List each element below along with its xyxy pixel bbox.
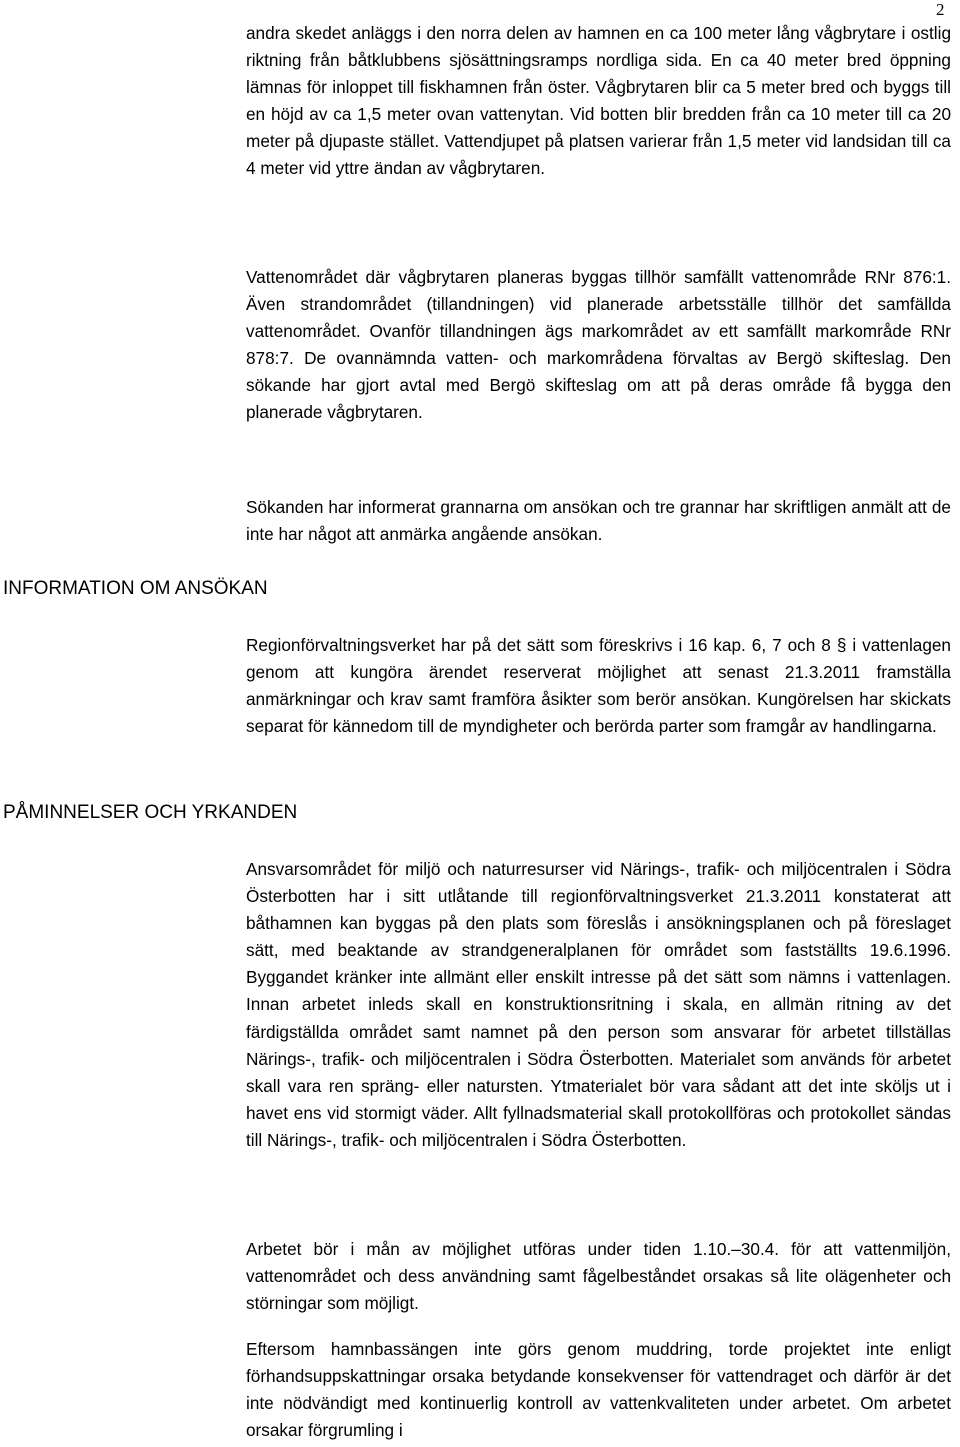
paragraph-work-period: Arbetet bör i mån av möjlighet utföras under tiden 1.10.–30.4. för att vattenmiljön, vattenområdet och dess användning samt fågelbeståndet orsakas så lite olägenheter och störningar som möjligt.	[246, 1239, 951, 1314]
paragraph-no-dredging: Eftersom hamnbassängen inte görs genom muddring, torde projektet inte enligt förhandsuppskattningar orsaka betydande konsekvenser för vattendraget och därför är det inte nödvändigt med kontinuerlig kontroll av vattenkvaliteten under arbetet. Om arbetet orsakar förgrumling i	[246, 1339, 951, 1441]
paragraph-breakwater-description: andra skedet anläggs i den norra delen av hamnen en ca 100 meter lång vågbrytare i ostlig riktning från båtklubbens sjösättningsramps nordliga sida. En ca 40 meter bred öppning lämnas för inloppet till fiskhamnen från öster. Vågbrytaren blir ca 5 meter bred och byggs till en höjd av ca 1,5 meter ovan vattenytan. Vid botten blir bredden från ca 10 meter till ca 20 meter på djupaste stället. Vattendjupet på platsen varierar från 1,5 meter vid landsidan till ca 4 meter vid yttre ändan av vågbrytaren.	[246, 23, 951, 179]
paragraph-neighbours-informed: Sökanden har informerat grannarna om ansökan och tre grannar har skriftligen anmält att de inte har något att anmärka angående ansökan.	[246, 497, 951, 545]
paragraph-ely-centre-statement: Ansvarsområdet för miljö och naturresurser vid Närings-, trafik- och miljöcentralen i Södra Österbotten har i sitt utlåtande till regionförvaltningsverket 21.3.2011 konstaterat att båthamnen kan byggas på den plats som föreslås i ansökningsplanen och på föreslaget sätt, med beaktande av strandgeneralplanen för området som fastställts 19.6.1996. Byggandet kränker inte allmänt eller enskilt intresse på det sätt som nämns i vattenlagen. Innan arbetet inleds skall en konstruktionsritning i skala, en allmän ritning av det färdigställda området samt namnet på den person som ansvarar för arbetet tillställas Närings-, trafik- och miljöcentralen i Södra Österbotten. Materialet som används för arbetet skall vara ren spräng- eller natursten. Ytmaterialet bör vara sådant att det inte sköljs ut i havet ens vid stormigt väder. Allt fyllnadsmaterial skall protokollföras och protokollet sändas till Närings-, trafik- och miljöcentralen i Södra Österbotten.	[246, 859, 951, 1150]
paragraph-water-area-ownership: Vattenområdet där vågbrytaren planeras byggas tillhör samfällt vattenområde RNr 876:1. Även strandområdet (tillandningen) vid planerade arbetsställe tillhör det samfällda vattenområdet. Ovanför tillandningen ägs markområdet av ett samfällt markområde RNr 878:7. De ovannämnda vatten- och markområdena förvaltas av Bergö skifteslag. Den sökande har gjort avtal med Bergö skifteslag om att på deras område få bygga den planerade vågbrytaren.	[246, 267, 951, 423]
page-number: 2	[936, 0, 945, 19]
heading-information-om-ansokan: INFORMATION OM ANSÖKAN	[3, 578, 268, 599]
heading-paminnelser-och-yrkanden: PÅMINNELSER OCH YRKANDEN	[3, 802, 298, 823]
paragraph-announcement: Regionförvaltningsverket har på det sätt som föreskrivs i 16 kap. 6, 7 och 8 § i vattenlagen genom att kungöra ärendet reserverat möjlighet att senast 21.3.2011 framställa anmärkningar och krav samt framföra åsikter som berör ansökan. Kungörelsen har skickats separat för kännedom till de myndigheter och berörda parter som framgår av handlingarna.	[246, 635, 951, 737]
